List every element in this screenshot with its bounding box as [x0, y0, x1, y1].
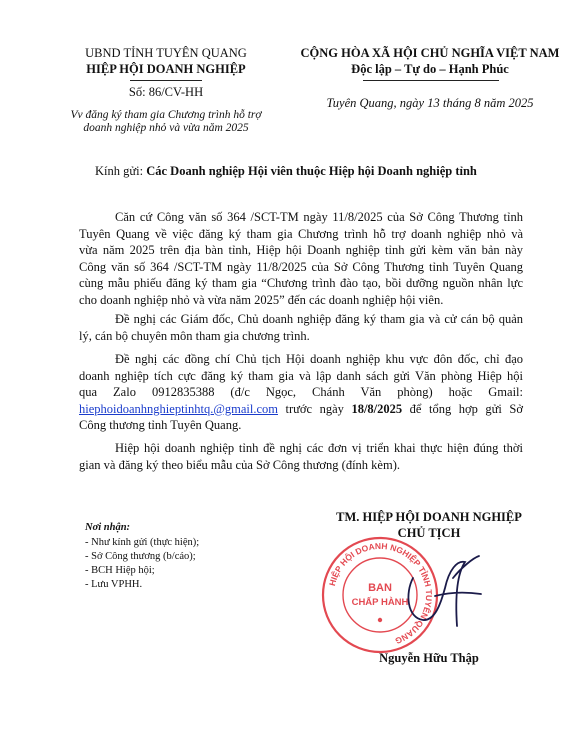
- signatory-title: TM. HIỆP HỘI DOANH NGHIỆP: [336, 510, 522, 524]
- header-right-rule: [363, 80, 499, 81]
- paragraph-line: vừa năm 2025 trên địa bàn tỉnh, Hiệp hội Doanh nghiệp tỉnh gửi kèm văn bản này: [79, 243, 523, 257]
- signatory-position: CHỦ TỊCH: [397, 526, 461, 540]
- issuing-organization: HIỆP HỘI DOANH NGHIỆP: [86, 62, 246, 76]
- paragraph-line: Đề nghị các Giám đốc, Chủ doanh nghiệp đăng ký tham gia và cử cán bộ quản: [115, 312, 523, 326]
- recipient-item: - Như kính gửi (thực hiện);: [85, 537, 200, 548]
- issuing-authority: UBND TỈNH TUYÊN QUANG: [85, 46, 247, 60]
- signatory-name: Nguyễn Hữu Thập: [379, 651, 479, 665]
- paragraph-line: Tuyên Quang về việc đăng ký tham gia Chương trình hỗ trợ doanh nghiệp nhỏ và: [79, 226, 523, 241]
- paragraph-line: cùng mẫu phiếu đăng ký tham gia “Chương trình đào tạo, bồi dưỡng nguồn nhân lực: [79, 276, 523, 290]
- place-and-date: Tuyên Quang, ngày 13 tháng 8 năm 2025: [326, 96, 534, 110]
- recipient-item: - BCH Hiệp hội;: [85, 565, 155, 576]
- body-paragraph-1: [79, 209, 523, 308]
- recipient-line: [95, 164, 477, 179]
- paragraph-line: Căn cứ Công văn số 364 /SCT-TM ngày 11/8/2025 của Sở Công Thương tỉnh: [115, 210, 523, 224]
- recipient-prefix: Kính gửi:: [95, 164, 147, 178]
- paragraph-line: Công văn số 364 /SCT-TM ngày 11/8/2025 của Sở Công Thương tỉnh Tuyên Quang: [79, 259, 523, 274]
- recipients-heading: Nơi nhận:: [85, 522, 131, 533]
- contact-email-link[interactable]: hiephoidoanhnghieptinhtq.@gmail.com: [79, 401, 278, 416]
- body-paragraph-2: [79, 311, 523, 344]
- paragraph-line: qua Zalo 0912835388 (đ/c Ngọc, Chánh Văn phòng) hoặc Gmail:: [79, 385, 523, 399]
- seal-center-text-2: CHẤP HÀNH: [351, 597, 409, 608]
- document-number: Số: 86/CV-HH: [128, 85, 204, 99]
- paragraph-line: Đề nghị các đồng chí Chủ tịch Hội doanh nghiệp khu vực đôn đốc, chỉ đạo: [115, 352, 523, 366]
- header-left-rule: [130, 80, 202, 81]
- recipient-name: Các Doanh nghiệp Hội viên thuộc Hiệp hội Doanh nghiệp tỉnh: [146, 164, 477, 178]
- paragraph-line-with-email: hiephoidoanhnghieptinhtq.@gmail.com trước ngày 18/8/2025 để tổng hợp gửi Sở: [79, 401, 523, 416]
- national-motto: Độc lập – Tự do – Hạnh Phúc: [351, 62, 509, 76]
- paragraph-line: Hiệp hội doanh nghiệp tỉnh đề nghị các đơn vị triển khai thực hiện đúng thời: [115, 441, 523, 455]
- recipient-item: - Lưu VPHH.: [85, 579, 143, 590]
- seal-center-text-1: BAN: [368, 582, 392, 594]
- paragraph-line: gian và đăng ký theo biểu mẫu của Sở Công thương (đính kèm).: [79, 457, 400, 472]
- deadline-date: 18/8/2025: [351, 401, 403, 416]
- handwritten-signature: [395, 548, 485, 638]
- national-title: CỘNG HÒA XÃ HỘI CHỦ NGHĨA VIỆT NAM: [300, 46, 560, 60]
- body-paragraph-4: [79, 440, 523, 473]
- paragraph-line: doanh nghiệp tích cực đăng ký tham gia và lập danh sách gửi Văn phòng Hiệp hội: [79, 368, 523, 383]
- document-subject-line-1: Vv đăng ký tham gia Chương trình hỗ trợ: [70, 109, 262, 121]
- recipient-item: - Sở Công thương (b/cáo);: [85, 551, 196, 562]
- seal-ring-text: HIỆP HỘI DOANH NGHIỆP TỈNH TUYÊN QUANG: [326, 540, 435, 647]
- seal-star-dot: [378, 618, 382, 622]
- body-paragraph-3: [79, 351, 523, 434]
- paragraph-line: cho doanh nghiệp nhỏ và vừa năm 2025” đến các doanh nghiệp hội viên.: [79, 292, 444, 307]
- document-subject-line-2: doanh nghiệp nhỏ và vừa năm 2025: [83, 122, 249, 134]
- paragraph-line: Công thương tỉnh Tuyên Quang.: [79, 418, 242, 432]
- paragraph-line: lý, cán bộ chuyên môn tham gia chương trình.: [79, 328, 310, 343]
